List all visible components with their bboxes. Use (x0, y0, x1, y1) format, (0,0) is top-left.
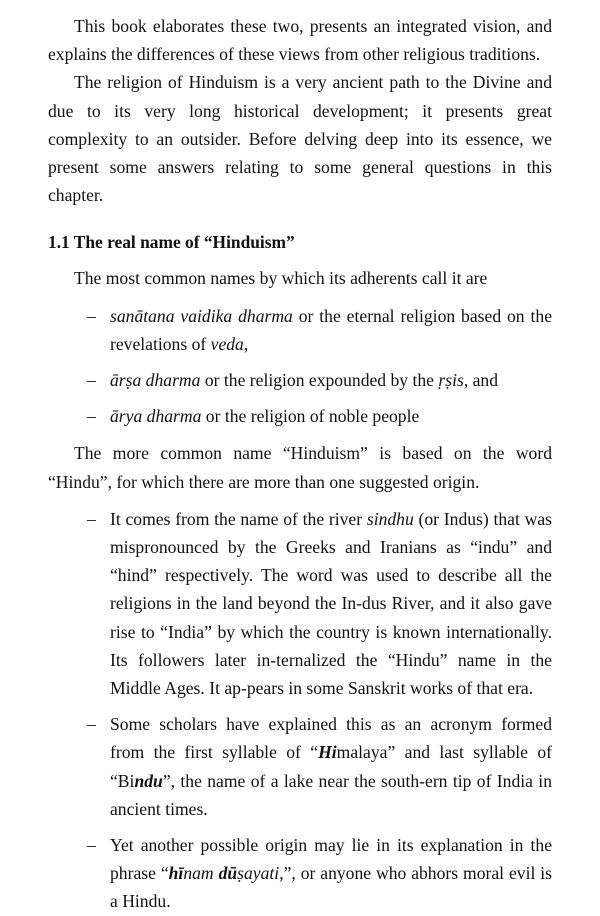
paragraph-intro-1: This book elaborates these two, presents an integrated vision, and explains the differences of these views from other religious traditions. (48, 16, 552, 65)
list-item-rest: or the religion expounded by the (200, 370, 439, 391)
text-segment: ,”, or anyone who abhors moral evil is a Hindu. (110, 863, 553, 912)
list-item (48, 402, 552, 430)
dash-marker: – (87, 305, 96, 326)
list-item-text (110, 402, 552, 430)
list-item-rest: or the eternal religion based on the revelations of (110, 305, 552, 354)
list-item-text (110, 302, 552, 358)
list-item (48, 366, 552, 394)
dash-marker: – (87, 835, 96, 856)
sanskrit-term: ārya dharma (110, 406, 202, 427)
emphasis-syllable: hī (168, 863, 184, 884)
list-item-text (110, 505, 552, 702)
emphasis-syllable: ndu (134, 770, 163, 791)
text-segment: Some scholars have explained this as an acronym formed from the first syllable of “ (110, 714, 552, 763)
dash-marker: – (87, 370, 96, 391)
sanskrit-term-secondary: veda (210, 333, 244, 354)
emphasis-syllable: Hi (318, 742, 337, 763)
sanskrit-term: sindhu (366, 508, 414, 529)
paragraph-lead-in: The most common names by which its adherents call it are (74, 268, 488, 289)
origin-list (48, 505, 552, 916)
dash-marker: – (87, 406, 96, 427)
sanskrit-term: ārṣa dharma (110, 370, 201, 391)
names-list (48, 302, 552, 431)
dash-marker: – (87, 508, 96, 529)
list-item-text (110, 710, 552, 823)
list-item-rest: or the religion of noble people (201, 406, 420, 427)
list-item (48, 831, 552, 916)
paragraph-origin-intro: The more common name “Hinduism” is based on the word “Hindu”, for which there are more than one suggested origin. (48, 443, 552, 492)
list-item (48, 302, 552, 358)
section-heading-1-1: 1.1 The real name of “Hinduism” (48, 232, 295, 253)
sanskrit-term-secondary: ṛṣis (438, 370, 464, 391)
sanskrit-term: nam (183, 863, 214, 884)
sanskrit-term: ṣayati (237, 863, 280, 884)
emphasis-syllable: dū (218, 863, 238, 884)
list-item (48, 710, 552, 823)
text-segment: ”, the name of a lake near the south-​ern tip of India in ancient times. (110, 770, 552, 819)
list-item-text (110, 366, 552, 394)
text-segment: malaya” and last syllable of “Bi (110, 742, 552, 791)
list-item (48, 505, 552, 702)
list-item-tail: , (243, 333, 249, 354)
text-segment: (or Indus) that was mispronounced by the Greeks and Iranians as “indu” and “hind” respectively. The word was used to describe all the religions in the land beyond the In-​dus River, and it also gave rise to “India” by which the country is known internationally. Its followers later in-​ternalized the “Hindu” name in the Middle Ages. It ap-​pears in some Sanskrit works of that era. (110, 508, 552, 699)
paragraph-intro-2: The religion of Hinduism is a very ancient path to the Divine and due to its very long historical development; it presents great complexity to an outsider. Before delving deep into its essence, we present some answers relating to some general questions in this chapter. (48, 72, 552, 206)
text-segment: It comes from the name of the river (110, 508, 367, 529)
sanskrit-term: sanātana vaidika dharma (110, 305, 293, 326)
dash-marker: – (87, 714, 96, 735)
list-item-tail: , and (463, 370, 499, 391)
list-item-text (110, 831, 552, 916)
text-segment: Yet another possible origin may lie in its explanation in the phrase “ (110, 835, 552, 884)
